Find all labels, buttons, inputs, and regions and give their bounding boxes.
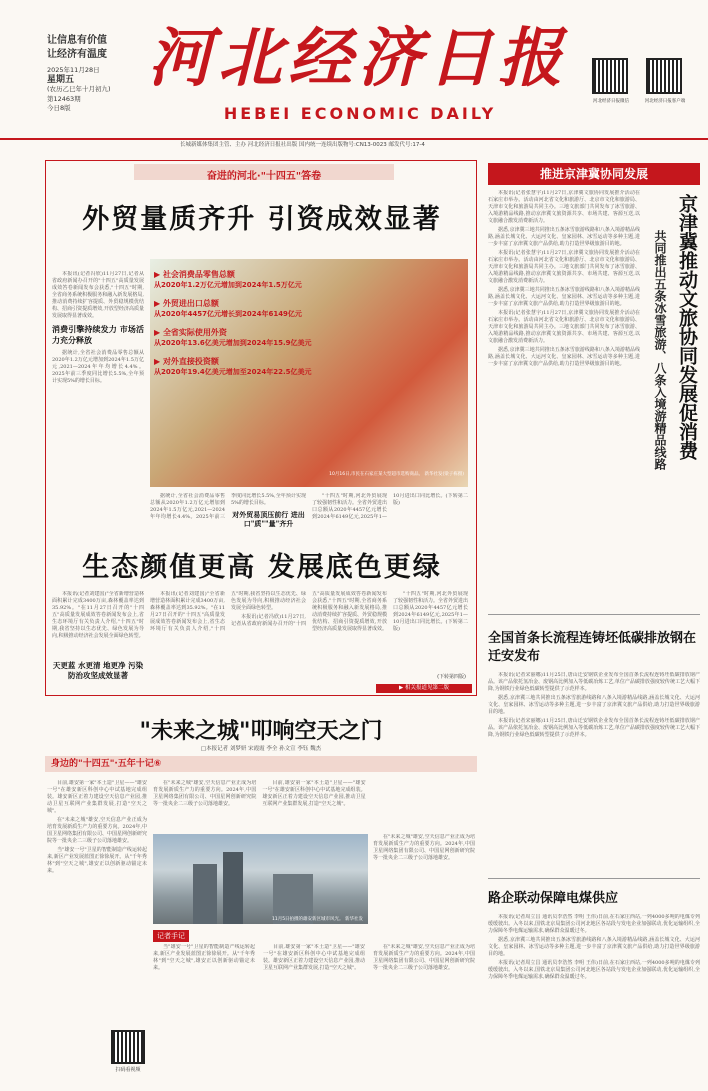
series-label-bar bbox=[45, 756, 477, 772]
ecology-paragraph: "十四五"时期,河北外贸展现了较强韧性和活力。全省外贸进出口总额从2020年4457亿元增长到2024年6149亿元,2025年1—10月进出口同比增长。(下转第二版) bbox=[393, 591, 468, 632]
space-city-paragraph: 目前,雄安第一家"本土造"卫星——"雄安一号"在雄安新区科创中心中试基地完成组装。雄安新区正着力建设空天信息产业园,推动卫星互联网产业集群发展,打造"空天之城"。 bbox=[262, 780, 366, 807]
right-paragraph: 据悉,京津冀三地共同推出五条冰雪旅游线路和八条入境游精品线路,涵盖长城文化、大运河文化、皇家园林、冰雪运动等多种主题,进一步丰富了京津冀文旅产品供给,助力打造世界级旅游目的地。 bbox=[488, 287, 640, 307]
masthead bbox=[0, 0, 708, 148]
infographic-item-label: ▶ 全省实际使用外资 bbox=[154, 328, 227, 337]
right-paragraph: 据悉,京津冀三地共同推出五条冰雪旅游线路和八条入境游精品线路,涵盖长城文化、大运河文化、皇家园林、冰雪运动等多种主题,进一步丰富了京津冀文旅产品供给,助力打造世界级旅游目的地。 bbox=[488, 347, 640, 367]
steel-paragraph: 本报讯(记者宋丽娜)11月25日,唐山迁安钢铁企业发布全国首条长流程连铸坯低碳排放钢产品。该产品依托氢冶金、废钢高比例加入等低碳冶炼工艺,单位产品碳排放强度较传统工艺大幅下降,为钢铁行业绿色低碳转型提供了示范样本。 bbox=[488, 672, 700, 692]
space-city-body-right bbox=[373, 834, 475, 924]
space-city-paragraph: 目前,雄安第一家"本土造"卫星——"雄安一号"在雄安新区科创中心中试基地完成组装。雄安新区正着力建设空天信息产业园,推动卫星互联网产业集群发展,打造"空天之城"。 bbox=[47, 780, 147, 814]
qr-code-icon bbox=[646, 58, 682, 94]
issue-lunar: (农历乙巳年十月初九) bbox=[47, 85, 111, 93]
photo-caption: 11月5日拍摄的雄安新区城市风光。 新华社发 bbox=[271, 917, 363, 922]
steel-paragraph: 本报讯(记者宋丽娜)11月25日,唐山迁安钢铁企业发布全国首条长流程连铸坯低碳排放钢产品。该产品依托氢冶金、废钢高比例加入等低碳冶炼工艺,单位产品碳排放强度较传统工艺大幅下降,为钢铁行业绿色低碳转型提供了示范样本。 bbox=[488, 718, 700, 738]
qr-code-group bbox=[584, 58, 694, 108]
subhead-text: 对外贸易顶压前行 进出口"质""量"齐升 bbox=[232, 510, 305, 528]
infographic-item bbox=[154, 269, 364, 290]
qr-label: 河北经济日报微信 bbox=[593, 99, 629, 104]
ecology-subhead bbox=[52, 661, 144, 681]
feature-subhead-1 bbox=[52, 324, 144, 346]
space-city-paragraph: 当"雄安一号"卫星的智能制造产线运转起来,新区产业发展蓝图正徐徐展开。从"千年秀林"到"空天之城",雄安正以创新驱动锚定未来。 bbox=[47, 847, 147, 874]
reporter-note-label: 记者手记 bbox=[153, 930, 189, 942]
qr-code-icon bbox=[592, 58, 628, 94]
infographic-item bbox=[154, 327, 364, 348]
right-paragraph: 本报讯(记者张慧宇)11月27日,京津冀文旅协同发展推介活动在石家庄市举办。活动由河北省文化和旅游厅、北京市文化和旅游局、天津市文化和旅游局共同主办。三地文旅部门共同发布了冰雪旅游、入境游精品线路,推动京津冀文旅资源共享、市场共建、客源互送,以文旅融合激发消费新活力。 bbox=[488, 190, 640, 224]
right-divider bbox=[488, 614, 700, 615]
right-paragraph: 本报讯(记者张慧宇)11月27日,京津冀文旅协同发展推介活动在石家庄市举办。活动由河北省文化和旅游厅、北京市文化和旅游局、天津市文化和旅游局共同主办。三地文旅部门共同发布了冰雪旅游、入境游精品线路,推动京津冀文旅资源共享、市场共建、客源互送,以文旅融合激发消费新活力。 bbox=[488, 310, 640, 344]
slogan-line: 让经济有温度 bbox=[47, 49, 107, 60]
feature-body-col1 bbox=[52, 271, 144, 561]
city-photo bbox=[153, 834, 368, 924]
right-section-banner bbox=[488, 163, 700, 185]
reporter-note-body bbox=[153, 944, 475, 1084]
masthead-title: 河北经济日报 bbox=[148, 21, 568, 96]
space-city-byline: □本报记者 刘梦妍 宋霞霞 李全 孙文宣 李钰 魏杰 bbox=[200, 746, 322, 752]
ecology-footnote: (下转第四版) bbox=[437, 674, 466, 680]
infographic-item bbox=[154, 356, 364, 377]
issue-date: 2025年11月28日 bbox=[47, 66, 100, 74]
infographic-item bbox=[154, 298, 364, 319]
related-link[interactable]: ▶ 相关报道见第二版 bbox=[376, 684, 472, 693]
infographic-item-value: 从2020年19.4亿美元增加至2024年22.5亿美元 bbox=[154, 368, 312, 376]
right-body bbox=[488, 190, 640, 606]
steel-body bbox=[488, 672, 700, 862]
coal-headline: 路企联动保障电煤供应 bbox=[488, 891, 619, 906]
issue-number: 第12463期 bbox=[47, 94, 81, 103]
building-shape bbox=[223, 852, 243, 924]
infographic-item-value: 从2020年1.2万亿元增加到2024年1.5万亿元 bbox=[154, 281, 302, 289]
right-article-culture-tourism bbox=[488, 190, 700, 610]
feature-paragraph: "十四五"时期,河北外贸展现了较强韧性和活力。全省外贸进出口总额从2020年4457亿元增长到2024年6149亿元,2025年1—10月进出口同比增长。(下转第二版) bbox=[312, 493, 468, 520]
feature-photo-infographic bbox=[150, 259, 468, 487]
coal-paragraph: 本报讯(记者周立昌 通讯员李浩然 李明 王伟)日前,在石家庄西站,一列4000多吨的电煤专列缓缓驶出。入冬以来,国铁北京局集团公司河北地区各站段与发电企业加强联动,优化运输组织,全力保障冬季电煤运输需求,确保群众温暖过冬。 bbox=[488, 960, 700, 980]
issue-info bbox=[47, 66, 137, 114]
reporter-note-paragraph: 目前,雄安第一家"本土造"卫星——"雄安一号"在雄安新区科创中心中试基地完成组装。雄安新区正着力建设空天信息产业园,推动卫星互联网产业集群发展,打造"空天之城"。 bbox=[263, 944, 365, 971]
space-city-article bbox=[45, 700, 477, 1091]
right-banner-text: 推进京津冀协同发展 bbox=[540, 167, 649, 181]
space-city-headline: "未来之城"叩响空天之门 bbox=[139, 718, 383, 744]
masthead-slogans bbox=[47, 34, 127, 62]
ecology-paragraph: 本报讯(记者刘建国)"全省新增营造林面积累计完成3400万亩,森林覆盖率达到35.92%。"在11月27日召开的"十四五"高质量发展成效答卷新闻发布会上,省生态环境厅有关负责人介绍,"十四五"时期,我省坚持以生态优先、绿色发展为导向,积极推动经济社会发展全面绿色转型。 bbox=[52, 591, 144, 639]
reporter-note-paragraph: 当"雄安一号"卫星的智能制造产线运转起来,新区产业发展蓝图正徐徐展开。从"千年秀林"到"空天之城",雄安正以创新驱动锚定未来。 bbox=[153, 944, 255, 971]
right-subheadline: 共同推出五条冰雪旅游、八条入境游精品线路 bbox=[653, 230, 667, 470]
infographic-item-value: 从2020年4457亿元增长到2024年6149亿元 bbox=[154, 310, 302, 318]
right-paragraph: 本报讯(记者张慧宇)11月27日,京津冀文旅协同发展推介活动在石家庄市举办。活动由河北省文化和旅游厅、北京市文化和旅游局、天津市文化和旅游局共同主办。三地文旅部门共同发布了冰雪旅游、入境游精品线路,推动京津冀文旅资源共享、市场共建、客源互送,以文旅融合激发消费新活力。 bbox=[488, 250, 640, 284]
feature-paragraph: 据统计,全省社会消费品零售总额从2020年1.2万亿元增加到2024年1.5万亿元,2021—2024年年均增长4.4%。2025年前三季度同比增长5.5%,全年预计实现5%的增长目标。 bbox=[150, 493, 306, 520]
infographic-bullets bbox=[154, 269, 364, 377]
space-city-paragraph: 在"未来之城"雄安,空天信息产业正成为培育发展新质生产力的重要方向。2024年,中国卫星网络集团有限公司、中国星网创新研究院等一批央企二三级子公司落地雄安。 bbox=[153, 780, 257, 807]
reporter-note bbox=[153, 928, 475, 1086]
right-article-steel bbox=[488, 620, 700, 870]
space-city-paragraph: 在"未来之城"雄安,空天信息产业正成为培育发展新质生产力的重要方向。2024年,中国卫星网络集团有限公司、中国星网创新研究院等一批央企二三级子公司落地雄安。 bbox=[373, 834, 475, 861]
infographic-item-label: ▶ 社会消费品零售总额 bbox=[154, 270, 235, 279]
space-city-paragraph: 在"未来之城"雄安,空天信息产业正成为培育发展新质生产力的重要方向。2024年,中国卫星网络集团有限公司、中国星网创新研究院等一批央企二三级子公司落地雄安。 bbox=[47, 817, 147, 844]
video-qr-code-icon[interactable] bbox=[111, 1030, 145, 1064]
subhead-text: 消费引擎持续发力 市场活力充分释放 bbox=[52, 324, 144, 345]
coal-body bbox=[488, 914, 700, 1086]
feature-banner bbox=[134, 164, 394, 180]
steel-headline: 全国首条长流程连铸坯低碳排放钢在迁安发布 bbox=[488, 631, 697, 664]
right-article-coal bbox=[488, 884, 700, 1089]
feature-banner-text: 奋进的河北·"十四五"答卷 bbox=[206, 171, 322, 182]
masthead-divider bbox=[0, 138, 708, 140]
series-label: 身边的"十四五"·五年十记⑥ bbox=[51, 759, 162, 769]
reporter-note-paragraph: 在"未来之城"雄安,空天信息产业正成为培育发展新质生产力的重要方向。2024年,中国卫星网络集团有限公司、中国星网创新研究院等一批央企二三级子公司落地雄安。 bbox=[373, 944, 475, 971]
feature-subhead-2 bbox=[231, 510, 306, 528]
feature-headline: 外贸量质齐升 引资成效显著 bbox=[82, 204, 442, 235]
ecology-paragraph: 本报讯(记者冯欣)11月27日,记者从省政府新闻办召开的"十四五"高质量发展成效答卷新闻发布会获悉,"十四五"时期,全省商务系统积极服务和融入新发展格局,推动消费持续扩容提质、外贸稳规模优结构、招商引资提质增效,开放型经济高质量发展取得显著成效。 bbox=[231, 591, 388, 632]
infographic-item-label: ▶ 外贸进出口总额 bbox=[154, 299, 219, 308]
feature-paragraph: 本报讯(记者冯欣)11月27日,记者从省政府新闻办召开的"十四五"高质量发展成效答卷新闻发布会获悉,"十四五"时期,全省商务系统积极服务和融入新发展格局,推动消费持续扩容提质、外贸稳规模优结构、招商引资提质增效,开放型经济高质量发展取得显著成效。 bbox=[52, 271, 144, 319]
left-feature-article bbox=[45, 160, 477, 696]
space-city-body-col1 bbox=[47, 780, 147, 998]
ecology-subhead-text: 天更蓝 水更清 地更净 污染防治攻坚成效显著 bbox=[52, 661, 144, 680]
slogan-line: 让信息有价值 bbox=[47, 35, 107, 46]
infographic-item-label: ▶ 对外直接投资额 bbox=[154, 357, 219, 366]
ecology-body-cols bbox=[150, 591, 468, 681]
masthead-title-en: HEBEI ECONOMIC DAILY bbox=[223, 104, 497, 123]
right-paragraph: 据悉,京津冀三地共同推出五条冰雪旅游线路和八条入境游精品线路,涵盖长城文化、大运河文化、皇家园林、冰雪运动等多种主题,进一步丰富了京津冀文旅产品供给,助力打造世界级旅游目的地。 bbox=[488, 227, 640, 247]
right-divider bbox=[488, 878, 700, 879]
space-city-body-top bbox=[153, 780, 475, 830]
steel-paragraph: 据悉,京津冀三地共同推出五条冰雪旅游线路和八条入境游精品线路,涵盖长城文化、大运河文化、皇家园林、冰雪运动等多种主题,进一步丰富了京津冀文旅产品供给,助力打造世界级旅游目的地。 bbox=[488, 695, 700, 715]
feature-paragraph: 据统计,全省社会消费品零售总额从2020年1.2万亿元增加到2024年1.5万亿元,2021—2024年年均增长4.4%。2025年前三季度同比增长5.5%,全年预计实现5%的增长目标。 bbox=[52, 350, 144, 384]
ecology-headline: 生态颜值更高 发展底色更绿 bbox=[82, 552, 442, 583]
photo-caption: 10月16日,市民在石家庄某大型超市选购商品。 新华社发(梁子栋摄) bbox=[329, 472, 464, 477]
ecology-paragraph: 本报讯(记者刘建国)"全省新增营造林面积累计完成3400万亩,森林覆盖率达到35.92%。"在11月27日召开的"十四五"高质量发展成效答卷新闻发布会上,省生态环境厅有关负责人介绍,"十四五"时期,我省坚持以生态优先、绿色发展为导向,积极推动经济社会发展全面绿色转型。 bbox=[150, 591, 306, 632]
right-headline: 京津冀推动文旅协同发展促消费 bbox=[676, 194, 698, 460]
infographic-item-value: 从2020年13.6亿美元增加到2024年15.9亿美元 bbox=[154, 339, 312, 347]
coal-paragraph: 本报讯(记者周立昌 通讯员李浩然 李明 王伟)日前,在石家庄西站,一列4000多吨的电煤专列缓缓驶出。入冬以来,国铁北京局集团公司河北地区各站段与发电企业加强联动,优化运输组织,全力保障冬季电煤运输需求,确保群众温暖过冬。 bbox=[488, 914, 700, 934]
issue-pages: 今日8版 bbox=[47, 104, 71, 112]
qr-label: 河北经济日报客户端 bbox=[644, 99, 686, 104]
video-qr-caption: 扫码看视频 bbox=[115, 1067, 141, 1073]
coal-paragraph: 据悉,京津冀三地共同推出五条冰雪旅游线路和八条入境游精品线路,涵盖长城文化、大运河文化、皇家园林、冰雪运动等多种主题,进一步丰富了京津冀文旅产品供给,助力打造世界级旅游目的地。 bbox=[488, 937, 700, 957]
building-shape bbox=[193, 864, 217, 924]
publisher-info-bar: 长城新媒体集团主管、主办 河北经济日报社出版 国内统一连续出版物号:CN13-0023 邮发代号:17-4 bbox=[180, 142, 425, 148]
issue-weekday: 星期五 bbox=[47, 74, 75, 85]
